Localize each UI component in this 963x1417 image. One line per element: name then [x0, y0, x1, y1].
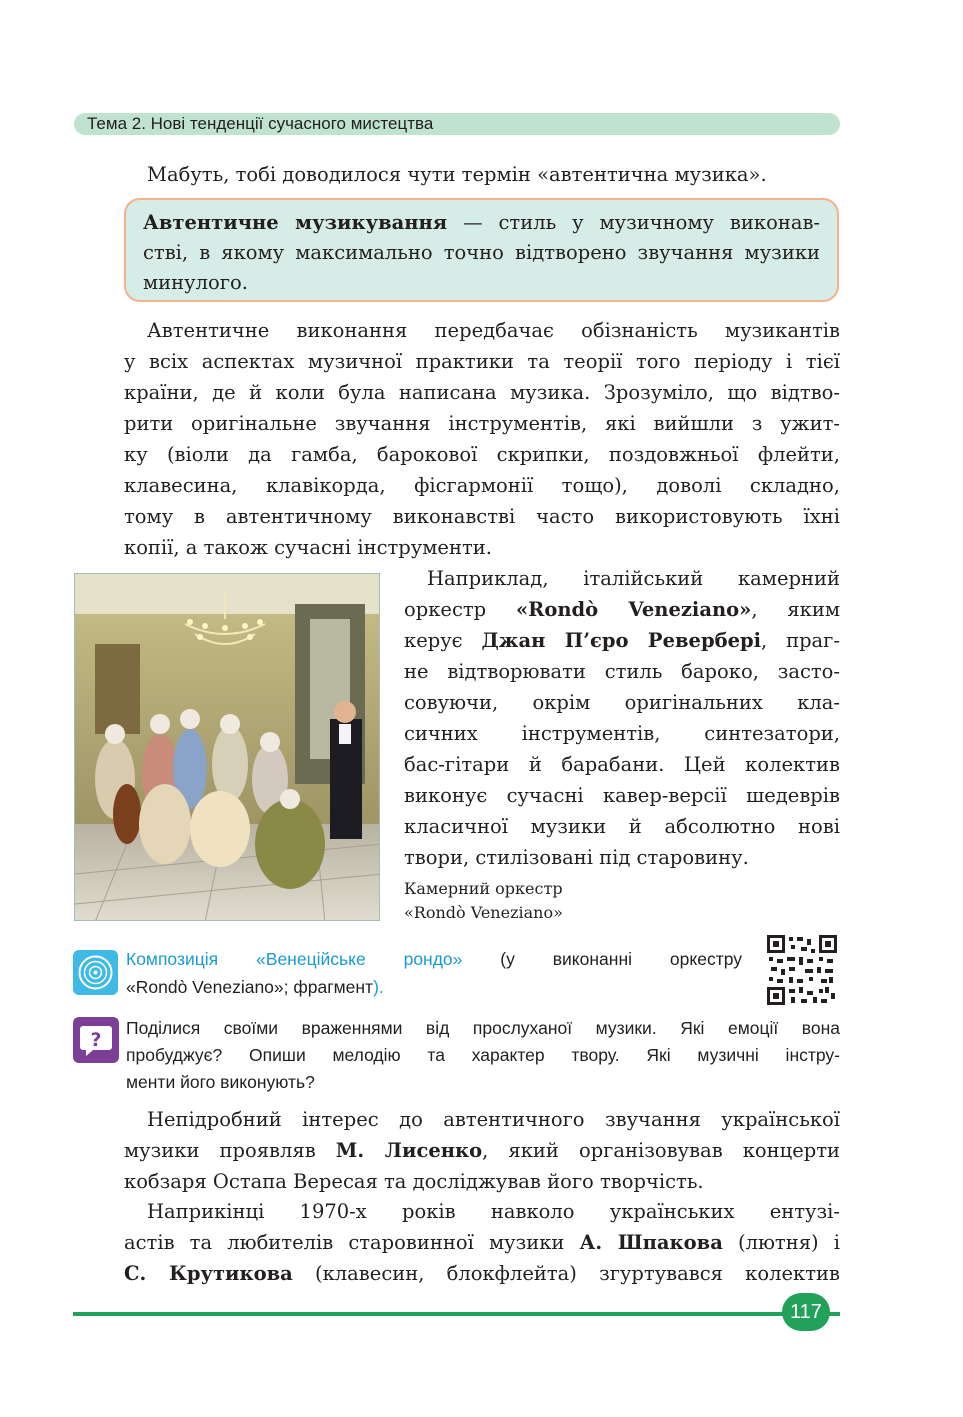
question-icon	[73, 1017, 119, 1063]
photo-caption: Камерний оркестр «Rondò Veneziano»	[404, 879, 563, 922]
audio-reference: Композиція «Венеційське рондо» (у виконанні оркестру «Rondò Veneziano»; фрагмент).	[126, 949, 742, 997]
svg-text:?: ?	[90, 1029, 102, 1051]
definition-term: Автентичне музикування	[143, 211, 448, 234]
definition-box: Автентичне музикування — стиль у музичному виконав- стві, в якому максимально точно відтворено звучання музики минулого.	[124, 198, 839, 302]
paragraph-authentic: Автентичне виконання передбачає обізнаність музикантів у всіх аспектах музичної практики та теорії того періоду і тієї країни, де й коли була написана музика. Зрозуміло, що відтво- рити оригінальне звучання інструментів, які вийшли з ужит- ку (віоли да гамба, барокової скрипки, поздовжньої флейти, клавесина, клавікорда, фісгармонії тощо), доволі складно, тому в автентичному виконавстві часто використовують їхні копії, а також сучасні інструменти.	[124, 319, 840, 559]
paragraph-lysenko: Непідробний інтерес до автентичного звучання української музики проявляв М. Лисенко, який організовував концерти кобзаря Остапа Вересая та досліджував його творчість.	[124, 1108, 841, 1193]
audio-title-link[interactable]: Композиція «Венеційське рондо»	[126, 949, 463, 969]
topic-header: Тема 2. Нові тенденції сучасного мистецтва	[74, 113, 840, 135]
audio-disc-icon[interactable]	[73, 950, 118, 995]
rondo-veneziano-text: Наприклад, італійський камерний оркестр «Rondò Veneziano», яким керує Джан П’єро Реверберi, праг- не відтворювати стиль бароко, засто- совуючи, окрім оригінальних кла- сичних інструментів, синтезатори, бас-гітари й барабани. Цей колектив виконує сучасні кавер-версії шедеврів класичної музики й абсолютно нові твори, стилізовані під старовину.	[404, 567, 840, 869]
question-task: Поділися своїми враженнями від прослуханої музики. Які емоції вона пробуджує? Опиши мелодію та характер твору. Які музичні інстру- менти його виконують?	[126, 1018, 840, 1092]
intro-paragraph: Мабуть, тобі доводилося чути термін «автентична музика».	[147, 163, 767, 186]
orchestra-photo	[74, 573, 380, 921]
paragraph-1970s: Наприкінці 1970-х років навколо українських ентузі- астів та любителів старовинної музики А. Шпакова (лютня) і С. Крутикова (клавесин, блокфлейта) згуртувався колектив	[124, 1200, 840, 1285]
footer-rule	[73, 1312, 833, 1316]
qr-code[interactable]	[767, 935, 837, 1005]
footer-rule-tail	[830, 1312, 840, 1316]
page-number: 117	[782, 1293, 830, 1331]
